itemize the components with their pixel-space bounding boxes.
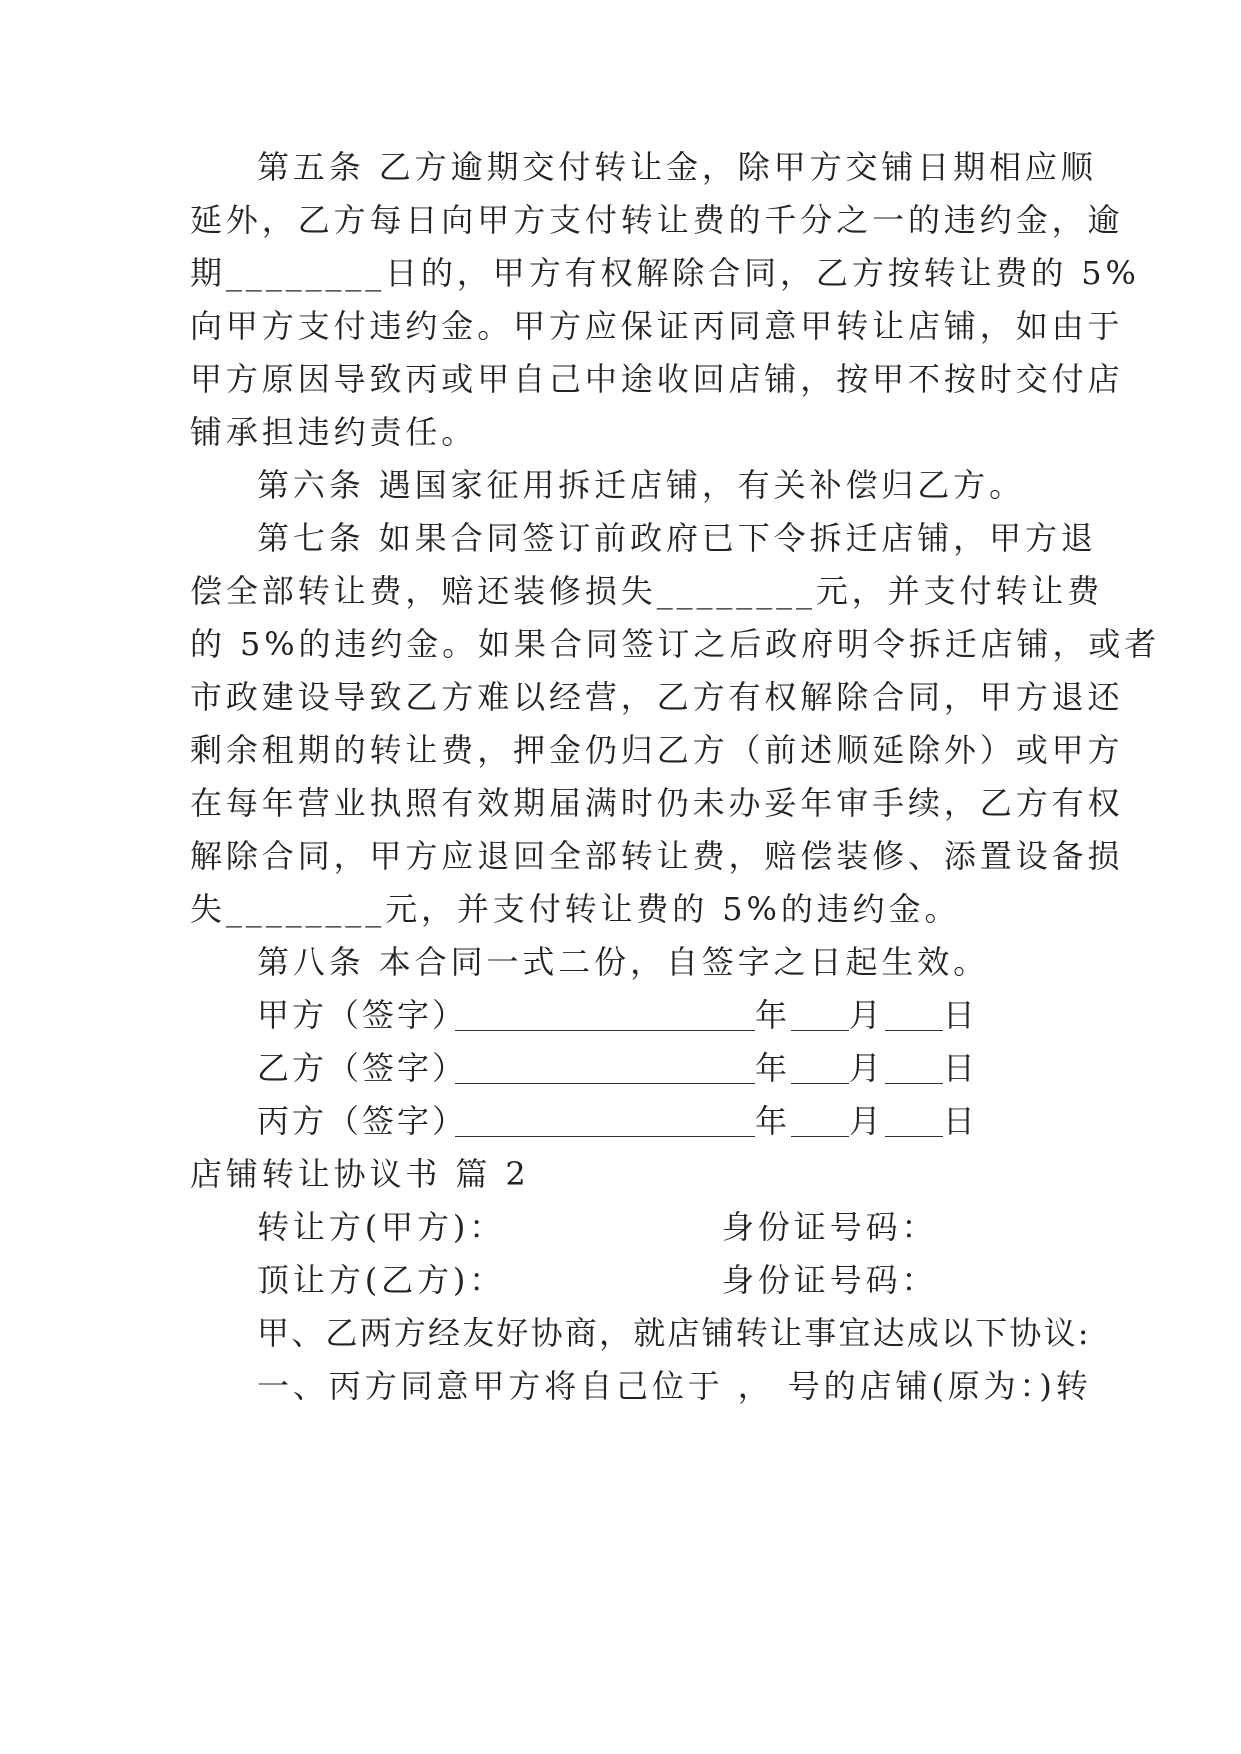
article7-line-6: 在每年营业执照有效期届满时仍未办妥年审手续，乙方有权 [190, 784, 1124, 822]
article5-line-2: 延外，乙方每日向甲方支付转让费的千分之一的违约金，逾 [190, 201, 1124, 239]
day-label: 日 [942, 1049, 979, 1087]
day-blank[interactable] [885, 1098, 943, 1137]
article5-line-5: 甲方原因导致丙或甲自己中途收回店铺，按甲不按时交付店 [190, 360, 1124, 398]
signature-label: 丙方（签字） [257, 1102, 468, 1140]
article7-line-8: 失________元，并支付转让费的 5%的违约金。 [190, 890, 961, 928]
signature-row-c [257, 1092, 1050, 1150]
article5-line-1: 第五条 乙方逾期交付转让金，除甲方交铺日期相应顺 [257, 148, 1097, 186]
signature-row-a [257, 986, 1050, 1044]
article5-line-6: 铺承担违约责任。 [190, 413, 478, 451]
article7-line-3: 的 5%的违约金。如果合同签订之后政府明令拆迁店铺，或者 [190, 625, 1161, 663]
article7-line-4: 市政建设导致乙方难以经营，乙方有权解除合同，甲方退还 [190, 678, 1124, 716]
article7-line-2: 偿全部转让费，赔还装修损失________元，并支付转让费 [190, 572, 1104, 610]
transferee-label: 顶让方(乙方)： [257, 1261, 506, 1299]
year-label: 年 [755, 1102, 791, 1140]
day-blank[interactable] [885, 992, 943, 1031]
month-label: 月 [848, 1102, 885, 1140]
month-label: 月 [848, 1049, 885, 1087]
signature-label: 乙方（签字） [257, 1049, 468, 1087]
transferor-row [257, 1198, 1050, 1256]
signature-blank[interactable] [455, 1098, 755, 1137]
month-label: 月 [848, 996, 885, 1034]
day-label: 日 [942, 1102, 979, 1140]
article6-line: 第六条 遇国家征用拆迁店铺，有关补偿归乙方。 [257, 466, 1025, 504]
year-label: 年 [755, 996, 791, 1034]
transferee-row [257, 1251, 1050, 1309]
signature-row-b [257, 1039, 1050, 1097]
month-blank[interactable] [791, 992, 849, 1031]
signature-blank[interactable] [455, 992, 755, 1031]
article7-line-5: 剩余租期的转让费，押金仍归乙方（前述顺延除外）或甲方 [190, 731, 1124, 769]
clause-1-line: 一、丙方同意甲方将自己位于 ， 号的店铺(原为：)转 [257, 1367, 1092, 1405]
section-title: 店铺转让协议书 篇 2 [190, 1155, 530, 1193]
year-label: 年 [755, 1049, 791, 1087]
day-blank[interactable] [885, 1045, 943, 1084]
article8-line: 第八条 本合同一式二份，自签字之日起生效。 [257, 943, 990, 981]
month-blank[interactable] [791, 1045, 849, 1084]
transferor-id-label: 身份证号码： [722, 1208, 938, 1246]
article5-line-4: 向甲方支付违约金。甲方应保证丙同意甲转让店铺，如由于 [190, 307, 1124, 345]
article7-line-7: 解除合同，甲方应退回全部转让费，赔偿装修、添置设备损 [190, 837, 1124, 875]
day-label: 日 [942, 996, 979, 1034]
month-blank[interactable] [791, 1098, 849, 1137]
transferor-label: 转让方(甲方)： [257, 1208, 506, 1246]
signature-label: 甲方（签字） [257, 996, 468, 1034]
article5-line-3: 期________日的，甲方有权解除合同，乙方按转让费的 5% [190, 254, 1140, 292]
signature-blank[interactable] [455, 1045, 755, 1084]
transferee-id-label: 身份证号码： [722, 1261, 938, 1299]
agreement-intro: 甲、乙两方经友好协商，就店铺转让事宜达成以下协议: [257, 1314, 1091, 1352]
article7-line-1: 第七条 如果合同签订前政府已下令拆迁店铺，甲方退 [257, 519, 1097, 557]
